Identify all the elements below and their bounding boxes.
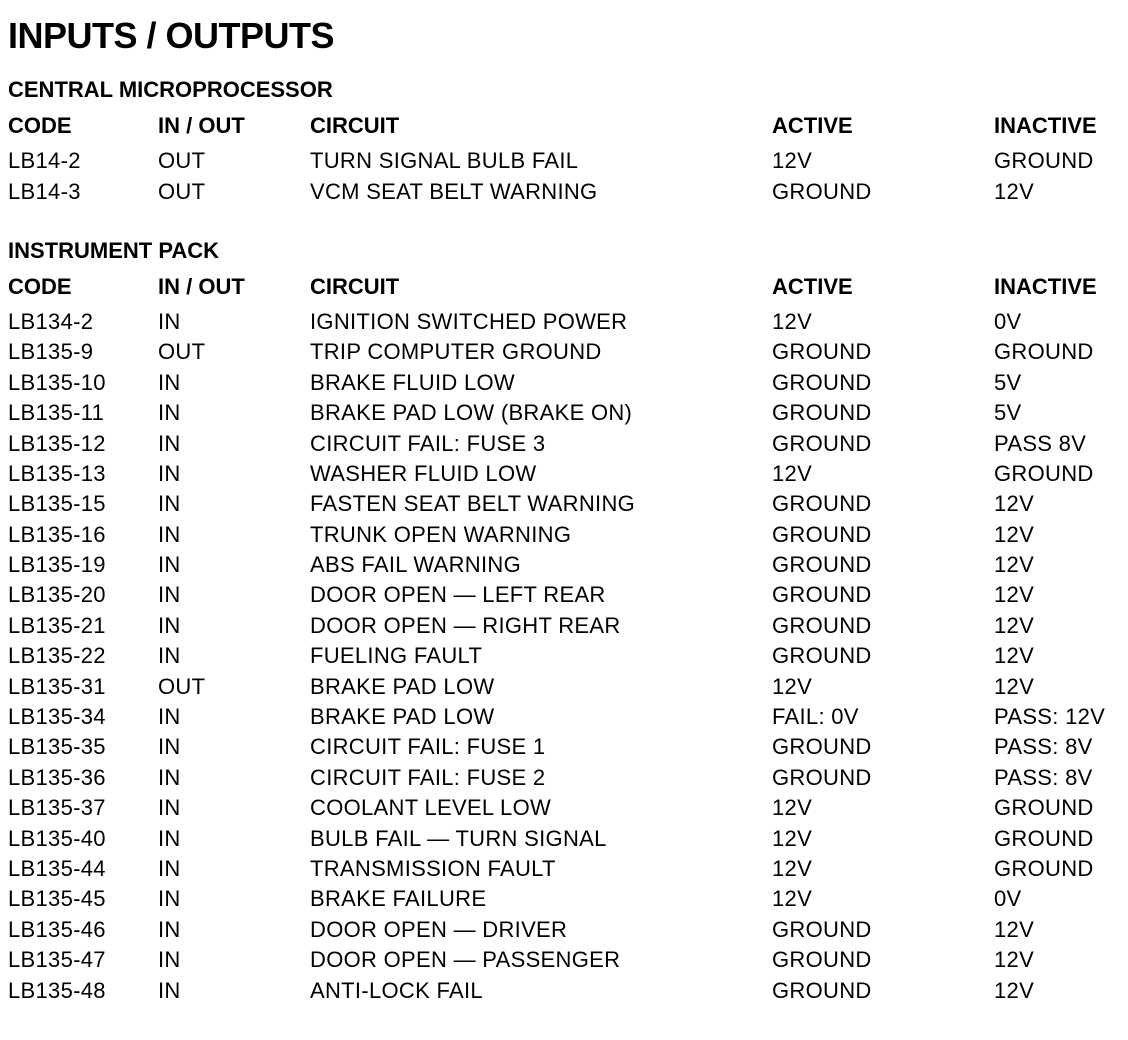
active-cell: GROUND — [772, 977, 872, 1003]
header-active: ACTIVE — [772, 113, 853, 138]
code-cell: LB135-11 — [8, 400, 105, 426]
table-row — [8, 398, 1124, 428]
code-cell: LB135-47 — [8, 947, 106, 973]
circuit-cell: CIRCUIT FAIL: FUSE 1 — [310, 734, 546, 760]
in-out-cell: OUT — [158, 673, 206, 699]
circuit-cell: TRUNK OPEN WARNING — [310, 521, 572, 547]
circuit-cell: BRAKE PAD LOW (BRAKE ON) — [310, 400, 633, 426]
in-out-cell: IN — [158, 916, 181, 942]
table-row — [8, 428, 1124, 458]
code-cell: LB135-10 — [8, 369, 106, 395]
header-circuit: CIRCUIT — [310, 273, 400, 299]
table-header-row — [8, 267, 1124, 307]
active-cell: GROUND — [772, 521, 872, 547]
active-cell: GROUND — [772, 369, 872, 395]
active-cell: GROUND — [772, 764, 872, 790]
inactive-cell: 12V — [994, 552, 1035, 578]
code-cell: LB135-16 — [8, 521, 106, 547]
active-cell: GROUND — [772, 734, 872, 760]
active-cell: GROUND — [772, 178, 872, 204]
circuit-cell: BRAKE PAD LOW — [310, 704, 495, 730]
table-row — [8, 580, 1124, 610]
code-cell: LB135-22 — [8, 643, 106, 669]
inactive-cell: 12V — [994, 643, 1035, 669]
active-cell: 12V — [772, 856, 813, 881]
table-row — [8, 823, 1124, 853]
inactive-cell: 0V — [994, 886, 1022, 912]
code-cell: LB135-12 — [8, 430, 106, 456]
page-title: INPUTS / OUTPUTS — [8, 15, 335, 56]
in-out-cell: IN — [158, 552, 181, 578]
active-cell: GROUND — [772, 612, 872, 638]
active-cell: GROUND — [772, 643, 872, 669]
inactive-cell: GROUND — [994, 460, 1094, 486]
code-cell: LB135-46 — [8, 916, 106, 942]
table-row — [8, 146, 1124, 176]
code-cell: LB135-21 — [8, 612, 106, 638]
inactive-cell: GROUND — [994, 856, 1094, 881]
in-out-cell: OUT — [158, 148, 206, 174]
in-out-cell: IN — [158, 704, 181, 730]
table-body — [8, 146, 1124, 207]
active-cell: GROUND — [772, 582, 872, 608]
circuit-cell: ANTI-LOCK FAIL — [310, 977, 483, 1003]
inactive-cell: PASS: 12V — [994, 704, 1106, 730]
circuit-cell: BRAKE PAD LOW — [310, 673, 495, 699]
active-cell: 12V — [772, 148, 813, 174]
active-cell: FAIL: 0V — [772, 704, 859, 730]
section-title-instrument-pack: INSTRUMENT PACK — [8, 237, 220, 263]
inactive-cell: 12V — [994, 673, 1035, 699]
header-active: ACTIVE — [772, 273, 853, 299]
table-row — [8, 702, 1124, 732]
in-out-cell: OUT — [158, 178, 206, 204]
table-row — [8, 550, 1124, 580]
inactive-cell: 12V — [994, 491, 1035, 517]
circuit-cell: TRANSMISSION FAULT — [310, 856, 556, 881]
table-row — [8, 641, 1124, 671]
inactive-cell: GROUND — [994, 825, 1094, 851]
inactive-cell: 12V — [994, 947, 1035, 973]
code-cell: LB135-36 — [8, 764, 106, 790]
in-out-cell: IN — [158, 734, 181, 760]
table-row — [8, 884, 1124, 914]
table-row — [8, 763, 1124, 793]
in-out-cell: OUT — [158, 339, 206, 365]
code-cell: LB135-19 — [8, 552, 106, 578]
instrument-pack-table — [8, 267, 1124, 1006]
circuit-cell: WASHER FLUID LOW — [310, 460, 537, 486]
table-row — [8, 915, 1124, 945]
table-row — [8, 489, 1124, 519]
header-code: CODE — [8, 113, 72, 138]
table-row — [8, 945, 1124, 975]
table-row — [8, 520, 1124, 550]
inactive-cell: 5V — [994, 369, 1022, 395]
inactive-cell: PASS: 8V — [994, 764, 1093, 790]
circuit-cell: CIRCUIT FAIL: FUSE 3 — [310, 430, 546, 456]
table-row — [8, 732, 1124, 762]
active-cell: GROUND — [772, 400, 872, 426]
table-row — [8, 176, 1124, 206]
table-body — [8, 307, 1124, 1006]
circuit-cell: VCM SEAT BELT WARNING — [310, 178, 598, 204]
code-cell: LB135-37 — [8, 795, 106, 821]
circuit-cell: DOOR OPEN — LEFT REAR — [310, 582, 606, 608]
table-row — [8, 368, 1124, 398]
in-out-cell: IN — [158, 825, 181, 851]
code-cell: LB135-15 — [8, 491, 106, 517]
inactive-cell: PASS 8V — [994, 430, 1087, 456]
document-page — [8, 12, 1124, 1006]
central-microprocessor-table — [8, 106, 1124, 207]
active-cell: 12V — [772, 825, 813, 851]
active-cell: 12V — [772, 673, 813, 699]
inactive-cell: 12V — [994, 612, 1035, 638]
active-cell: GROUND — [772, 916, 872, 942]
code-cell: LB135-31 — [8, 673, 106, 699]
in-out-cell: IN — [158, 764, 181, 790]
table-row — [8, 611, 1124, 641]
table-row — [8, 307, 1124, 337]
table-row — [8, 793, 1124, 823]
circuit-cell: ABS FAIL WARNING — [310, 552, 521, 578]
in-out-cell: IN — [158, 369, 181, 395]
in-out-cell: IN — [158, 977, 181, 1003]
header-circuit: CIRCUIT — [310, 113, 400, 138]
inactive-cell: 0V — [994, 308, 1022, 334]
active-cell: 12V — [772, 886, 813, 912]
in-out-cell: IN — [158, 400, 181, 426]
code-cell: LB14-3 — [8, 178, 81, 204]
in-out-cell: IN — [158, 491, 181, 517]
circuit-cell: COOLANT LEVEL LOW — [310, 795, 552, 821]
circuit-cell: CIRCUIT FAIL: FUSE 2 — [310, 764, 546, 790]
inactive-cell: PASS: 8V — [994, 734, 1093, 760]
inactive-cell: GROUND — [994, 795, 1094, 821]
code-cell: LB135-35 — [8, 734, 106, 760]
circuit-cell: BRAKE FAILURE — [310, 886, 487, 912]
table-row — [8, 459, 1124, 489]
inactive-cell: GROUND — [994, 339, 1094, 365]
code-cell: LB135-20 — [8, 582, 106, 608]
inactive-cell: 12V — [994, 582, 1035, 608]
header-code: CODE — [8, 273, 72, 299]
in-out-cell: IN — [158, 947, 181, 973]
code-cell: LB135-13 — [8, 460, 106, 486]
inactive-cell: 12V — [994, 977, 1035, 1003]
table-header-row — [8, 106, 1124, 146]
inactive-cell: GROUND — [994, 148, 1094, 174]
circuit-cell: FUELING FAULT — [310, 643, 483, 669]
in-out-cell: IN — [158, 308, 181, 334]
header-inactive: INACTIVE — [994, 113, 1097, 138]
table-row — [8, 337, 1124, 367]
in-out-cell: IN — [158, 612, 181, 638]
in-out-cell: IN — [158, 643, 181, 669]
active-cell: 12V — [772, 795, 813, 821]
circuit-cell: DOOR OPEN — RIGHT REAR — [310, 612, 621, 638]
code-cell: LB135-48 — [8, 977, 106, 1003]
active-cell: GROUND — [772, 430, 872, 456]
code-cell: LB135-40 — [8, 825, 106, 851]
table-row — [8, 854, 1124, 884]
code-cell: LB135-9 — [8, 339, 94, 365]
inactive-cell: 12V — [994, 521, 1035, 547]
inactive-cell: 12V — [994, 178, 1035, 204]
in-out-cell: IN — [158, 460, 181, 486]
in-out-cell: IN — [158, 430, 181, 456]
code-cell: LB135-45 — [8, 886, 106, 912]
in-out-cell: IN — [158, 582, 181, 608]
table-row — [8, 975, 1124, 1005]
circuit-cell: BULB FAIL — TURN SIGNAL — [310, 825, 607, 851]
inactive-cell: 5V — [994, 400, 1022, 426]
circuit-cell: DOOR OPEN — PASSENGER — [310, 947, 621, 973]
active-cell: 12V — [772, 460, 813, 486]
table-row — [8, 671, 1124, 701]
circuit-cell: FASTEN SEAT BELT WARNING — [310, 491, 636, 517]
active-cell: GROUND — [772, 552, 872, 578]
header-inactive: INACTIVE — [994, 273, 1097, 299]
code-cell: LB135-44 — [8, 856, 106, 881]
in-out-cell: IN — [158, 795, 181, 821]
circuit-cell: BRAKE FLUID LOW — [310, 369, 515, 395]
in-out-cell: IN — [158, 521, 181, 547]
active-cell: GROUND — [772, 947, 872, 973]
active-cell: GROUND — [772, 339, 872, 365]
header-in-out: IN / OUT — [158, 273, 245, 299]
code-cell: LB14-2 — [8, 148, 81, 174]
inactive-cell: 12V — [994, 916, 1035, 942]
code-cell: LB135-34 — [8, 704, 106, 730]
code-cell: LB134-2 — [8, 308, 94, 334]
circuit-cell: DOOR OPEN — DRIVER — [310, 916, 568, 942]
circuit-cell: IGNITION SWITCHED POWER — [310, 308, 628, 334]
circuit-cell: TURN SIGNAL BULB FAIL — [310, 148, 579, 174]
active-cell: 12V — [772, 308, 813, 334]
circuit-cell: TRIP COMPUTER GROUND — [310, 339, 602, 365]
header-in-out: IN / OUT — [158, 113, 245, 138]
section-title-central-microprocessor: CENTRAL MICROPROCESSOR — [8, 77, 333, 102]
in-out-cell: IN — [158, 856, 181, 881]
in-out-cell: IN — [158, 886, 181, 912]
active-cell: GROUND — [772, 491, 872, 517]
